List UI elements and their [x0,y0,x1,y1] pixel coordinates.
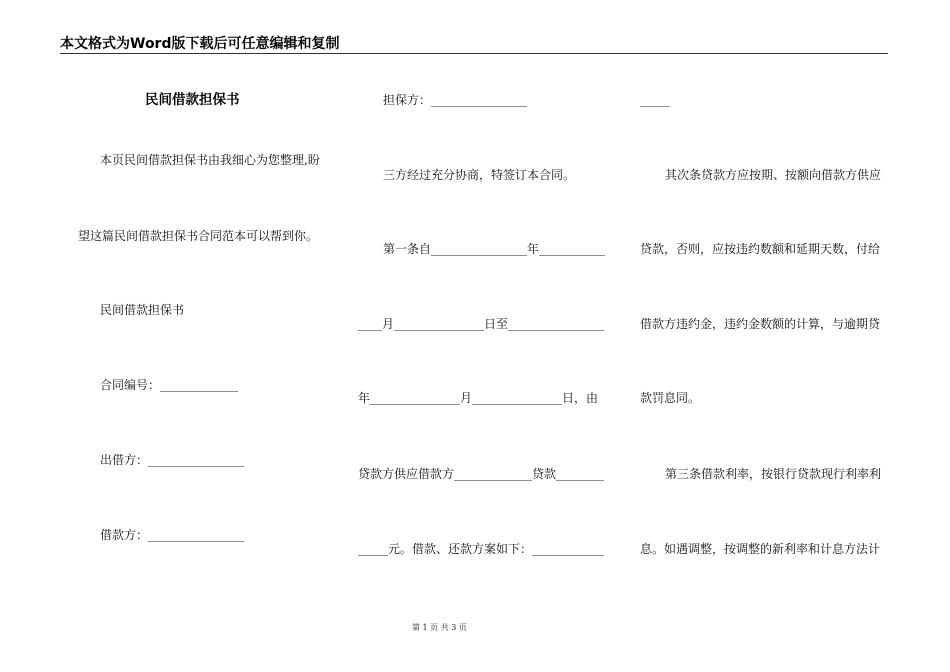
article-1-line-5: _____元。借款、还款方案如下：____________ [358,542,605,556]
lender-line: 出借方：________________ [100,453,245,467]
article-1-line-3: 年_______________月_______________日，由 [358,391,599,405]
document-title: 民间借款担保书 [145,92,240,108]
article-2-line-4: 款罚息同。 [640,391,701,405]
article-1-line-6: _____ [640,93,670,107]
header-title: 本文格式为Word版下载后可任意编辑和复制 [60,36,340,52]
column-1 [78,0,323,600]
intro-text-line-2: 望这篇民间借款担保书合同范本可以帮到你。 [78,229,319,243]
article-3-line-2: 息。如遇调整，按调整的新利率和计息方法计 [640,542,881,556]
intro-text-line-1: 本页民间借款担保书由我细心为您整理,盼 [100,153,320,167]
borrower-line: 借款方：________________ [100,528,245,542]
article-2-line-3: 借款方违约金，违约金数额的计算，与逾期贷 [640,317,881,331]
page-number-footer: 第 1 页 共 3 页 [412,623,467,632]
article-1-line-4: 贷款方供应借款方_____________贷款________ [358,467,605,481]
contract-number-line: 合同编号：_____________ [100,378,239,392]
article-2-line-1: 其次条贷款方应按期、按额向借款方供应 [665,168,882,182]
column-3 [640,0,885,600]
agreement-statement: 三方经过充分协商，特签订本合同。 [383,168,576,182]
column-2 [358,0,606,600]
article-1-line-1: 第一条自________________年___________ [383,242,606,256]
article-3-line-1: 第三条借款利率，按银行贷款现行利率利 [665,467,882,481]
guarantor-line: 担保方：________________ [383,93,528,107]
contract-subtitle: 民间借款担保书 [100,303,185,317]
article-1-line-2: ____月_______________日至________________ [358,317,605,331]
article-2-line-2: 贷款，否则，应按违约数额和延期天数，付给 [640,242,881,256]
